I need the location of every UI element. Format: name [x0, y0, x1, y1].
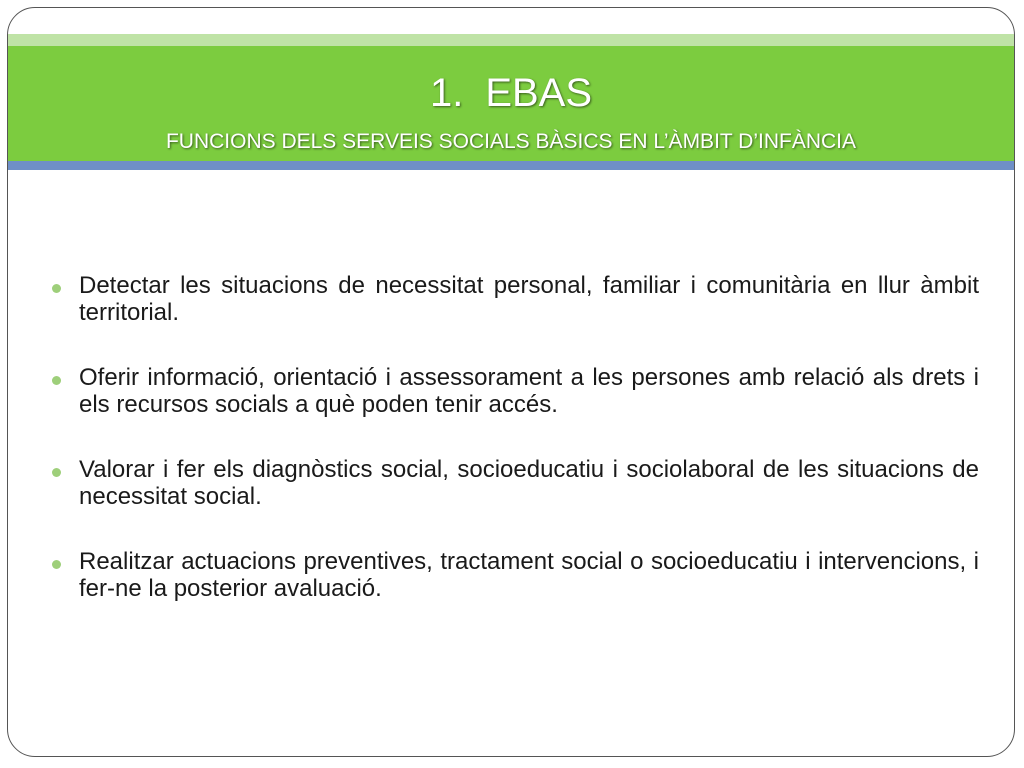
slide-subtitle: FUNCIONS DELS SERVEIS SOCIALS BÀSICS EN L’ÀMBIT D’INFÀNCIA: [165, 130, 857, 153]
bullet-dot-icon: [52, 468, 61, 477]
bullet-dot-icon: [52, 376, 61, 385]
bullet-dot-icon: [52, 560, 61, 569]
slide: [7, 7, 1015, 757]
bullet-text: Oferir informació, orientació i assessorament a les persones amb relació als drets i els recursos socials a què poden tenir accés.: [79, 364, 979, 418]
bullet-item: [48, 548, 979, 602]
header-accent-band: [8, 34, 1014, 46]
slide-title: [8, 71, 1014, 115]
bullet-list: [48, 272, 979, 640]
header-divider-stripe: [8, 161, 1014, 170]
bullet-text: Realitzar actuacions preventives, tractament social o socioeducatiu i intervencions, i fer-ne la posterior avaluació.: [79, 548, 979, 602]
bullet-item: [48, 456, 979, 510]
bullet-text: Valorar i fer els diagnòstics social, socioeducatiu i sociolaboral de les situacions de necessitat social.: [79, 456, 979, 510]
bullet-dot-icon: [52, 284, 61, 293]
bullet-item: [48, 272, 979, 326]
bullet-text: Detectar les situacions de necessitat personal, familiar i comunitària en llur àmbit territorial.: [79, 272, 979, 326]
title-text: EBAS: [485, 71, 593, 115]
bullet-item: [48, 364, 979, 418]
title-number: 1.: [429, 71, 464, 115]
